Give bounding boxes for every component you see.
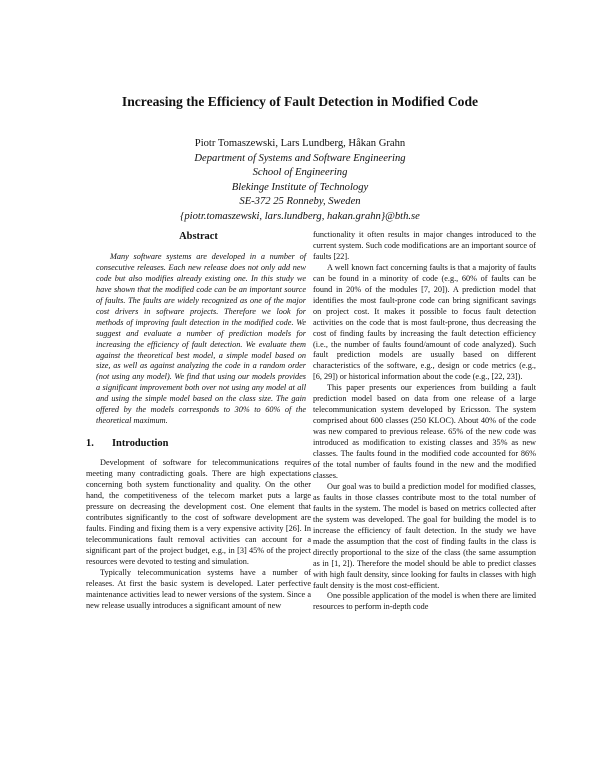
affiliation-institute: Blekinge Institute of Technology xyxy=(231,181,369,193)
abstract-heading: Abstract xyxy=(179,231,218,242)
section-heading-introduction xyxy=(86,439,311,450)
section-number: 1. xyxy=(86,438,94,450)
section-title: Introduction xyxy=(112,438,169,450)
body-paragraph: A well known fact concerning faults is that a majority of faults can be found in a minority of code (e.g., 60% of faults can be found in 20% of the modules [7, 20]). A prediction model that identifies the most fault-prone code can bring significant savings on project cost. It makes it possible to focus fault detection activities on the code that is most fault-prone, thus decreasing the cost of finding faults by increasing the fault detection efficiency (i.e., the number of faults found/amount of code analyzed). Such fault prediction models are usually based on different characteristics of the software, e.g., design or code metrics (e.g., [6, 29]) or historical information about the code (e.g., [22, 23]). xyxy=(313,262,536,382)
author-names: Piotr Tomaszewski, Lars Lundberg, Håkan Grahn xyxy=(194,138,406,149)
body-paragraph: This paper presents our experiences from building a fault prediction model based on data from one release of a large telecommunication system developed by Ericsson. The system comprised about 600 classes (250 KLOC). About 40% of the code was new compared to previous release. 65% of the new code was introduced as modification to existing classes and 35% as new classes. The faults found in the modified code accounted for 86% of the total number of faults found in the new and the modified classes. xyxy=(313,383,536,480)
author-block xyxy=(0,137,600,225)
affiliation-department: Department of Systems and Software Engineering xyxy=(194,152,406,164)
left-column xyxy=(86,230,311,612)
body-paragraph: Typically telecommunication systems have a number of releases. At first the basic system is developed. Later perfective maintenance activities lead to newer versions of the system. Since a new release usually introduces a significant amount of new xyxy=(86,567,311,610)
author-emails: {piotr.tomaszewski, lars.lundberg, hakan.grahn}@bth.se xyxy=(180,210,420,222)
abstract-text xyxy=(96,252,306,427)
body-paragraph: Our goal was to build a prediction model for modified classes, as faults in those classes contribute most to the total number of faults in the system. The model is based on metrics collected after the system was developed. The goal for building the model is to increase the efficiency of fault detection. In the study we have made the assumption that the cost of finding faults in the class is directly proportional to the size of the class (the same assumption as in [1, 2]). Therefore the model should be able to predict classes with high fault density, since looking for faults in classes with high fault density is the most cost-efficient. xyxy=(313,481,536,590)
body-paragraph: Development of software for telecommunications requires meeting many contradicting goals. There are high expectations concerning both system functionality and quality. On the other hand, the competitiveness of the telecom market puts a large pressure on decreasing the development cost. One element that contributes significantly to the cost of software development are faults. Finding and fixing them is a very expensive activity [26]. In telecommunications fault removal activities can account for a significant part of the project budget, e.g., in [3] 45% of the project resources were devoted to testing and simulation. xyxy=(86,458,311,566)
body-paragraph: One possible application of the model is when there are limited resources to perform in-depth code xyxy=(313,591,536,612)
affiliation-address: SE-372 25 Ronneby, Sweden xyxy=(239,196,361,208)
abstract-paragraph: Many software systems are developed in a number of consecutive releases. Each new release does not only add new code but also modifies already existing one. In this study we have shown that the modified code can be an important source of faults. The faults are widely recognized as one of the major cost drivers in software projects. Therefore we look for methods of improving fault detection in the modified code. We suggest and evaluate a number of prediction models for increasing the efficiency of fault detection. We evaluate them against the theoretical best model, a simple model based on size, as well as against analyzing the code in a random order (not using any model). We find that using our models provides a significant improvement both over not using any model at all and using the simple model based on the class size. The gain offered by the models corresponds to 30% to 60% of the theoretical maximum. xyxy=(96,251,306,426)
right-column xyxy=(313,230,536,613)
body-paragraph-continued: functionality it often results in major changes introduced to the current system. Such code modifications are an important source of faults [22]. xyxy=(313,230,536,261)
affiliation-school: School of Engineering xyxy=(252,167,348,179)
paper-title: Increasing the Efficiency of Fault Detection in Modified Code xyxy=(121,94,479,109)
